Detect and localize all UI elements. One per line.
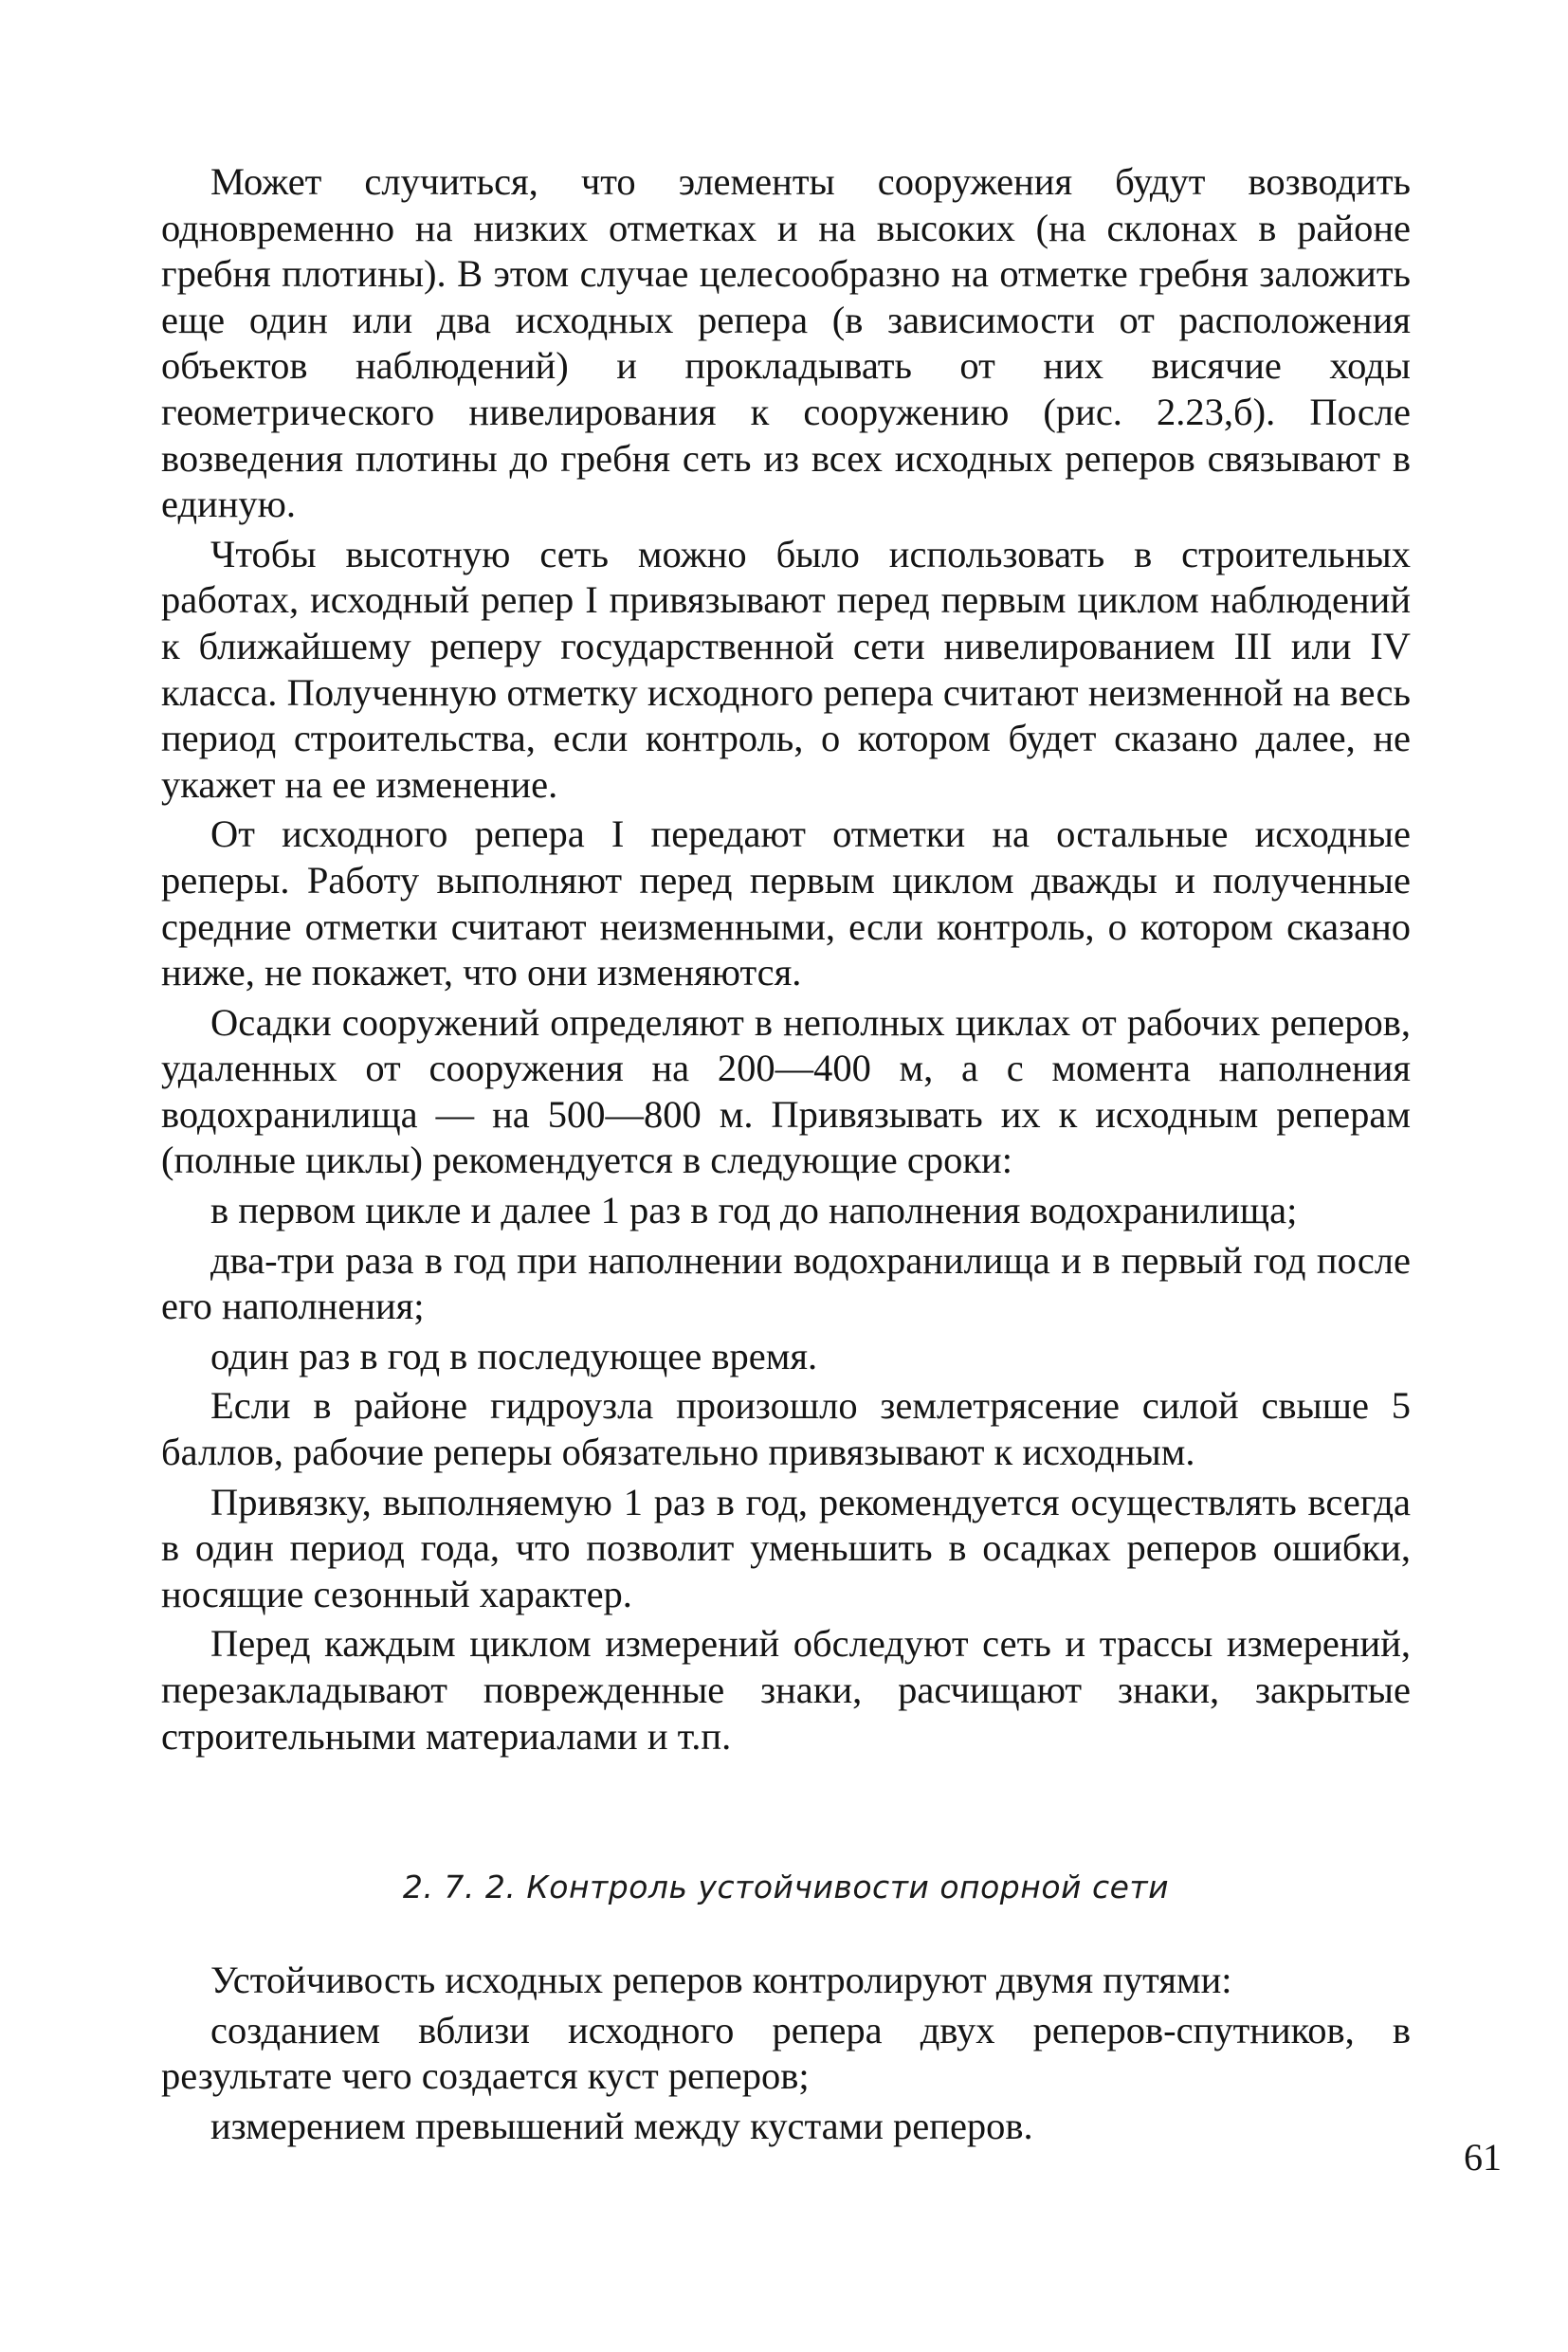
list-item: созданием вблизи исходного репера двух реперов-спутников, в результате чего создается куст реперов; xyxy=(161,2008,1411,2098)
page-number: 61 xyxy=(1464,2136,1502,2179)
paragraph: Устойчивость исходных реперов контролируют двумя путями: xyxy=(210,1959,1232,2002)
paragraph: Чтобы высотную сеть можно было использовать в строительных работах, исходный репер I привязывают перед первым циклом наблюдений к ближайшему реперу государственной сети нивелированием III или IV класса. Полученную отметку исходного репера считают неизменной на весь период строительства, если контроль, о котором будет сказано далее, не укажет на ее изменение. xyxy=(161,532,1411,806)
section-heading: 2. 7. 2. Контроль устойчивости опорной сети xyxy=(402,1869,1170,1906)
book-page xyxy=(161,159,1411,2321)
paragraph: Привязку, выполняемую 1 раз в год, рекомендуется осуществлять всегда в один период года, что позволит уменьшить в осадках реперов ошибки, носящие сезонный характер. xyxy=(161,1480,1411,1615)
body-text-bottom xyxy=(161,1958,1411,2149)
paragraph: Перед каждым циклом измерений обследуют сеть и трассы измерений, перезакладывают поврежденные знаки, расчищают знаки, закрытые строительными материалами и т.п. xyxy=(161,1622,1411,1758)
paragraph: От исходного репера I передают отметки на остальные исходные реперы. Работу выполняют перед первым циклом дважды и полученные средние отметки считают неизменными, если контроль, о котором сказано ниже, не покажет, что они изменяются. xyxy=(161,812,1411,994)
paragraph: Осадки сооружений определяют в неполных циклах от рабочих реперов, удаленных от сооружения на 200—400 м, а с момента наполнения водохранилища — на 500—800 м. Привязывать их к исходным реперам (полные циклы) рекомендуется в следующие сроки: xyxy=(161,1000,1411,1182)
list-item: два-три раза в год при наполнении водохранилища и в первый год после его наполнения; xyxy=(161,1238,1411,1328)
list-item: один раз в год в последующее время. xyxy=(210,1334,818,1377)
body-text-top xyxy=(161,159,1411,1759)
paragraph: Может случиться, что элементы сооружения будут возводить одновременно на низких отметках и на высоких (на склонах в районе гребня плотины). В этом случае целесообразно на отметке гребня заложить еще один или два исходных репера (в зависимости от расположения объектов наблюдений) и прокладывать от них висячие ходы геометрического нивелирования к сооружению (рис. 2.23,б). После возведения плотины до гребня сеть из всех исходных реперов связывают в единую. xyxy=(161,160,1411,526)
paragraph: Если в районе гидроузла произошло землетрясение силой свыше 5 баллов, рабочие реперы обязательно привязывают к исходным. xyxy=(161,1384,1411,1474)
list-item: в первом цикле и далее 1 раз в год до наполнения водохранилища; xyxy=(210,1189,1298,1232)
list-item: измерением превышений между кустами реперов. xyxy=(210,2104,1033,2147)
